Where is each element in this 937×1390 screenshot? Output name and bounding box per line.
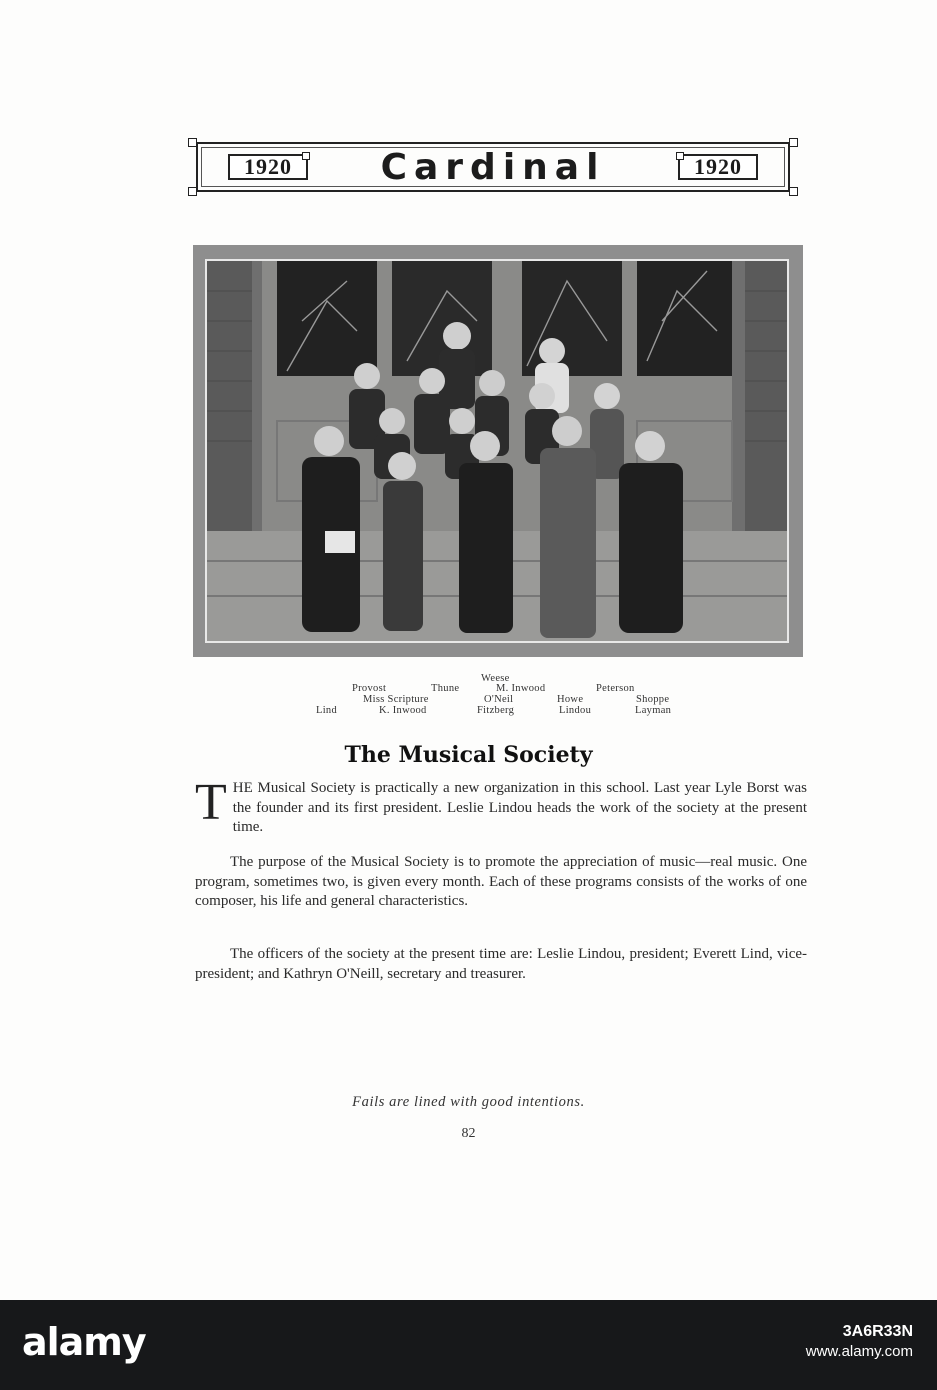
group-portrait-image [205, 259, 789, 643]
paragraph-text: HE Musical Society is practically a new organization in this school. Last year Lyle Borst was the founder and its first president. Leslie Lindou heads the work of the society at the present time. [232, 780, 807, 835]
article-paragraph-3: The officers of the society at the present time are: Leslie Lindou, president; Everett Lind, vice-president; and Kathryn O'Neill, secretary and treasurer. [195, 946, 807, 982]
ornament-corner [188, 138, 197, 147]
stock-watermark-bar [0, 1300, 937, 1390]
stock-site-url: www.alamy.com [805, 1343, 913, 1360]
year-left-text: 1920 [244, 154, 292, 179]
caption-name: Layman [635, 705, 672, 716]
year-right-text: 1920 [694, 154, 742, 179]
ornament-corner [188, 187, 197, 196]
ornament-square-icon [676, 152, 684, 160]
caption-name: Fitzberg [477, 705, 515, 716]
caption-name: Provost [352, 683, 387, 694]
caption-name: Miss Scripture [363, 694, 429, 705]
stock-image-id: 3A6R33N [842, 1323, 913, 1340]
group-photo [193, 245, 803, 657]
alamy-logo: alamy [22, 1320, 146, 1364]
caption-name: Peterson [596, 683, 635, 694]
footer-motto: Fails are lined with good intentions. [352, 1094, 585, 1110]
stock-image-info [806, 1322, 913, 1362]
photo-caption-names [300, 673, 720, 721]
caption-name: Lindou [559, 705, 592, 716]
article-paragraph-2: The purpose of the Musical Society is to promote the appreciation of music—real music. One program, sometimes two, is given every month. Each of these programs consists of the works of one composer, his life and general characteristics. [195, 854, 807, 909]
article-title: The Musical Society [344, 742, 593, 768]
caption-name: Lind [316, 705, 338, 716]
caption-name: M. Inwood [496, 683, 546, 694]
caption-name: K. Inwood [379, 705, 427, 716]
masthead-title: Cardinal [380, 147, 606, 188]
caption-name: Shoppe [636, 694, 670, 705]
caption-name: Weese [481, 673, 510, 684]
year-right [678, 154, 758, 180]
ornament-corner [789, 138, 798, 147]
article-paragraph-1 [195, 774, 807, 838]
page-number: 82 [461, 1126, 476, 1141]
caption-name: O'Neil [484, 694, 514, 705]
drop-cap: T [195, 774, 227, 831]
header-banner [196, 142, 790, 192]
ornament-corner [789, 187, 798, 196]
caption-name: Thune [431, 683, 460, 694]
caption-name: Howe [557, 694, 584, 705]
